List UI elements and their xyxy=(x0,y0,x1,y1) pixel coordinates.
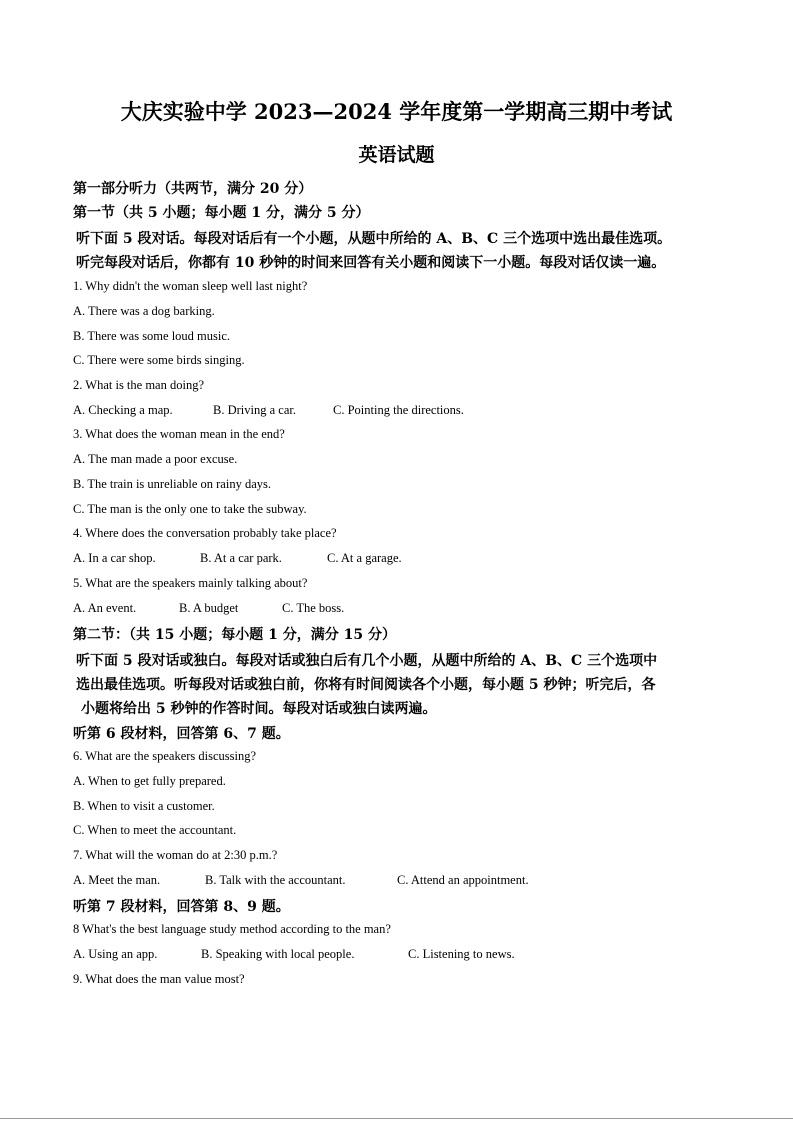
question-2-option-a: A. Checking a map. xyxy=(73,403,173,417)
part1-heading: 第一部分听力（共两节，满分 20 分） xyxy=(73,181,313,197)
question-2-option-b: B. Driving a car. xyxy=(213,403,296,417)
question-4-option-a: A. In a car shop. xyxy=(73,551,156,565)
question-7-stem: 7. What will the woman do at 2:30 p.m.? xyxy=(73,848,278,862)
question-1-stem: 1. Why didn't the woman sleep well last night? xyxy=(73,279,308,293)
question-2-option-c: C. Pointing the directions. xyxy=(333,403,464,417)
question-6-option-a: A. When to get fully prepared. xyxy=(73,774,226,788)
section2-instruction-1: 听下面 5 段对话或独白。每段对话或独白后有几个小题，从题中所给的 A、B、C 三个选项中 xyxy=(76,653,658,669)
section1-instruction-1: 听下面 5 段对话。每段对话后有一个小题，从题中所给的 A、B、C 三个选项中选出最佳选项。 xyxy=(76,231,672,247)
material-7-heading: 听第 7 段材料，回答第 8、9 题。 xyxy=(73,899,290,915)
question-6-stem: 6. What are the speakers discussing? xyxy=(73,749,257,763)
exam-title: 大庆实验中学 2023—2024 学年度第一学期高三期中考试 xyxy=(120,99,673,124)
section2-heading: 第二节：（共 15 小题；每小题 1 分，满分 15 分） xyxy=(73,627,396,643)
question-9-stem: 9. What does the man value most? xyxy=(73,972,245,986)
question-3-option-c: C. The man is the only one to take the subway. xyxy=(73,502,307,516)
question-6-option-b: B. When to visit a customer. xyxy=(73,799,215,813)
question-7-options xyxy=(73,873,529,888)
material-6-heading: 听第 6 段材料，回答第 6、7 题。 xyxy=(73,726,290,742)
question-4-stem: 4. Where does the conversation probably take place? xyxy=(73,526,337,540)
question-3-option-b: B. The train is unreliable on rainy days. xyxy=(73,477,271,491)
question-8-options xyxy=(73,947,515,962)
question-4-options xyxy=(73,551,402,566)
question-1-option-b: B. There was some loud music. xyxy=(73,329,231,343)
section2-instruction-2: 选出最佳选项。听每段对话或独白前，你将有时间阅读各个小题，每小题 5 秒钟；听完后，各 xyxy=(76,677,656,693)
page-bottom-rule xyxy=(0,1118,793,1119)
question-8-option-c: C. Listening to news. xyxy=(408,947,515,961)
section1-heading: 第一节（共 5 小题；每小题 1 分，满分 5 分） xyxy=(73,205,370,221)
question-5-option-b: B. A budget xyxy=(179,601,239,615)
question-6-option-c: C. When to meet the accountant. xyxy=(73,823,237,837)
question-3-stem: 3. What does the woman mean in the end? xyxy=(73,427,285,441)
exam-subtitle: 英语试题 xyxy=(358,144,435,166)
question-5-option-a: A. An event. xyxy=(73,601,137,615)
question-5-option-c: C. The boss. xyxy=(282,601,345,615)
question-4-option-c: C. At a garage. xyxy=(327,551,402,565)
question-7-option-c: C. Attend an appointment. xyxy=(397,873,529,887)
section1-instruction-2: 听完每段对话后，你都有 10 秒钟的时间来回答有关小题和阅读下一小题。每段对话仅读一遍。 xyxy=(76,255,666,271)
question-8-option-b: B. Speaking with local people. xyxy=(201,947,355,961)
section2-instruction-3: 小题将给出 5 秒钟的作答时间。每段对话或独白读两遍。 xyxy=(81,701,437,717)
question-4-option-b: B. At a car park. xyxy=(200,551,282,565)
question-7-option-a: A. Meet the man. xyxy=(73,873,161,887)
question-7-option-b: B. Talk with the accountant. xyxy=(205,873,346,887)
question-8-option-a: A. Using an app. xyxy=(73,947,158,961)
question-2-options xyxy=(73,403,464,418)
question-8-stem: 8 What's the best language study method according to the man? xyxy=(73,922,391,936)
question-5-options xyxy=(73,601,344,616)
question-1-option-c: C. There were some birds singing. xyxy=(73,353,245,367)
question-3-option-a: A. The man made a poor excuse. xyxy=(73,452,238,466)
question-2-stem: 2. What is the man doing? xyxy=(73,378,204,392)
question-1-option-a: A. There was a dog barking. xyxy=(73,304,215,318)
question-5-stem: 5. What are the speakers mainly talking about? xyxy=(73,576,308,590)
